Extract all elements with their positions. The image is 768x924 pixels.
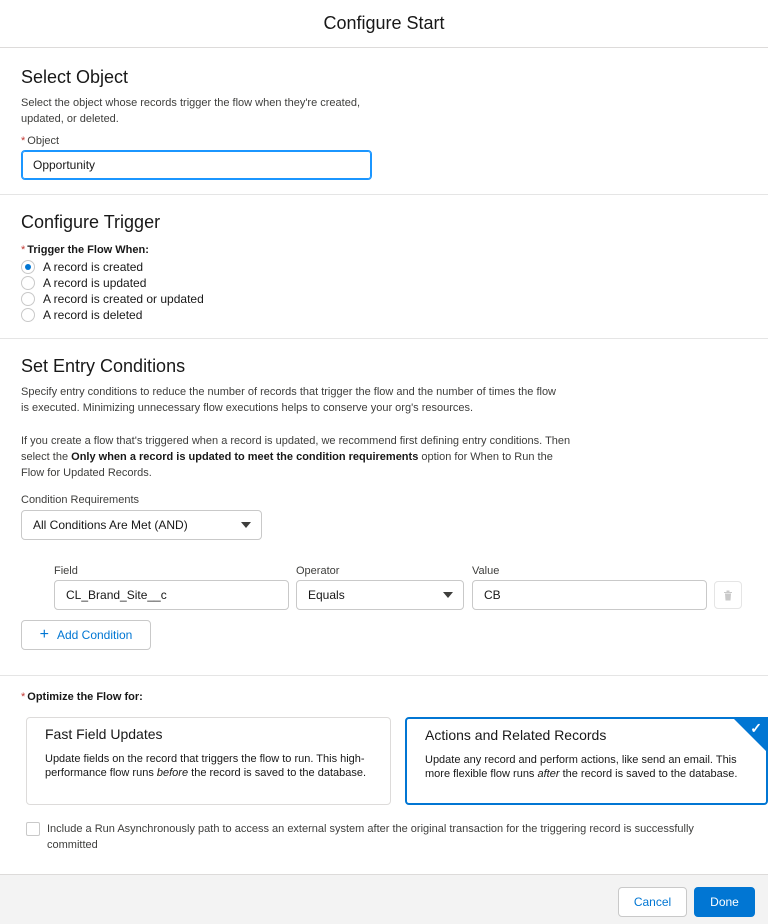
trigger-option-label: A record is created xyxy=(43,260,144,274)
entry-conditions-title: Set Entry Conditions xyxy=(21,356,186,376)
recommendation-option: Only when a record is updated to meet the condition requirements xyxy=(71,451,419,463)
run-async-checkbox[interactable] xyxy=(26,822,40,836)
operator-label: Operator xyxy=(296,565,340,577)
done-button[interactable]: Done xyxy=(694,887,755,917)
check-icon: ✓ xyxy=(750,720,762,736)
condition-requirements-select[interactable] xyxy=(21,510,262,540)
radio-button[interactable] xyxy=(21,308,35,322)
chevron-down-icon xyxy=(241,522,251,528)
modal-header xyxy=(0,0,768,48)
required-mark: * xyxy=(21,135,26,147)
trigger-option-label: A record is created or updated xyxy=(43,292,204,306)
configure-trigger-title: Configure Trigger xyxy=(21,212,161,232)
condition-value-input[interactable]: CB xyxy=(472,580,707,610)
configure-trigger-section xyxy=(0,195,768,339)
actions-related-records-card[interactable] xyxy=(405,717,768,805)
fast-text-end: the record is saved to the database. xyxy=(188,767,367,779)
condition-operator-select[interactable] xyxy=(296,580,464,610)
trigger-label-text: Trigger the Flow When: xyxy=(27,244,149,256)
trigger-option-label: A record is updated xyxy=(43,276,147,290)
trigger-option-label: A record is deleted xyxy=(43,308,143,322)
radio-button[interactable] xyxy=(21,276,35,290)
trigger-option-created-or-updated[interactable] xyxy=(21,292,204,306)
fast-field-updates-text xyxy=(45,752,372,780)
add-condition-label: Add Condition xyxy=(56,628,133,642)
required-mark: * xyxy=(21,691,26,703)
actions-related-records-title: Actions and Related Records xyxy=(425,727,607,743)
field-label: Field xyxy=(54,565,78,577)
object-label-text: Object xyxy=(27,135,60,147)
condition-field-input[interactable]: CL_Brand_Site__c xyxy=(54,580,289,610)
actions-related-records-text xyxy=(425,753,748,781)
object-input[interactable]: Opportunity xyxy=(21,150,372,180)
actions-text: Update any record and perform actions, like send an email. This more flexible flow runs xyxy=(425,754,737,780)
trigger-option-updated[interactable] xyxy=(21,276,146,290)
select-object-description: Select the object whose records trigger the flow when they're created, updated, or deleted. xyxy=(21,97,361,125)
actions-text-end: the record is saved to the database. xyxy=(559,768,738,780)
add-condition-button[interactable] xyxy=(21,620,151,650)
fast-text-emphasis: before xyxy=(156,767,189,779)
cancel-button[interactable]: Cancel xyxy=(618,887,687,917)
object-label xyxy=(21,135,59,147)
condition-operator-value: Equals xyxy=(308,588,345,602)
value-label: Value xyxy=(472,565,500,577)
radio-button[interactable] xyxy=(21,260,35,274)
actions-text-emphasis: after xyxy=(537,768,560,780)
recommendation-text: If you create a flow that's triggered when a record is updated, we recommend first defining entry conditions. Then select the xyxy=(21,435,571,463)
optimize-label xyxy=(21,691,143,703)
trigger-option-deleted[interactable] xyxy=(21,308,142,322)
entry-conditions-description: Specify entry conditions to reduce the number of records that trigger the flow and the number of times the flow is executed. Minimizing unnecessary flow executions helps to conserve your org's resources. xyxy=(21,386,557,414)
modal-title: Configure Start xyxy=(323,13,445,33)
recommendation-text-end: option for When to Run the Flow for Updated Records. xyxy=(21,451,553,479)
condition-requirements-label: Condition Requirements xyxy=(21,494,140,506)
fast-field-updates-card[interactable] xyxy=(26,717,391,805)
run-async-label: Include a Run Asynchronously path to access an external system after the original transaction for the triggering record is successfully committed xyxy=(47,823,694,851)
fast-text: Update fields on the record that triggers the flow to run. This high-performance flow runs xyxy=(45,753,365,779)
plus-icon: + xyxy=(39,626,49,643)
fast-field-updates-title: Fast Field Updates xyxy=(45,726,163,742)
trigger-option-created[interactable] xyxy=(21,260,143,274)
entry-conditions-recommendation xyxy=(21,433,576,481)
trigger-label xyxy=(21,244,149,256)
select-object-title: Select Object xyxy=(21,67,129,87)
required-mark: * xyxy=(21,244,26,256)
delete-condition-button[interactable] xyxy=(714,581,742,609)
radio-button[interactable] xyxy=(21,292,35,306)
optimize-label-text: Optimize the Flow for: xyxy=(27,691,143,703)
chevron-down-icon xyxy=(443,592,453,598)
select-object-section xyxy=(0,49,768,195)
condition-requirements-value: All Conditions Are Met (AND) xyxy=(33,518,188,532)
modal-footer xyxy=(0,874,768,924)
trash-icon xyxy=(723,590,733,601)
